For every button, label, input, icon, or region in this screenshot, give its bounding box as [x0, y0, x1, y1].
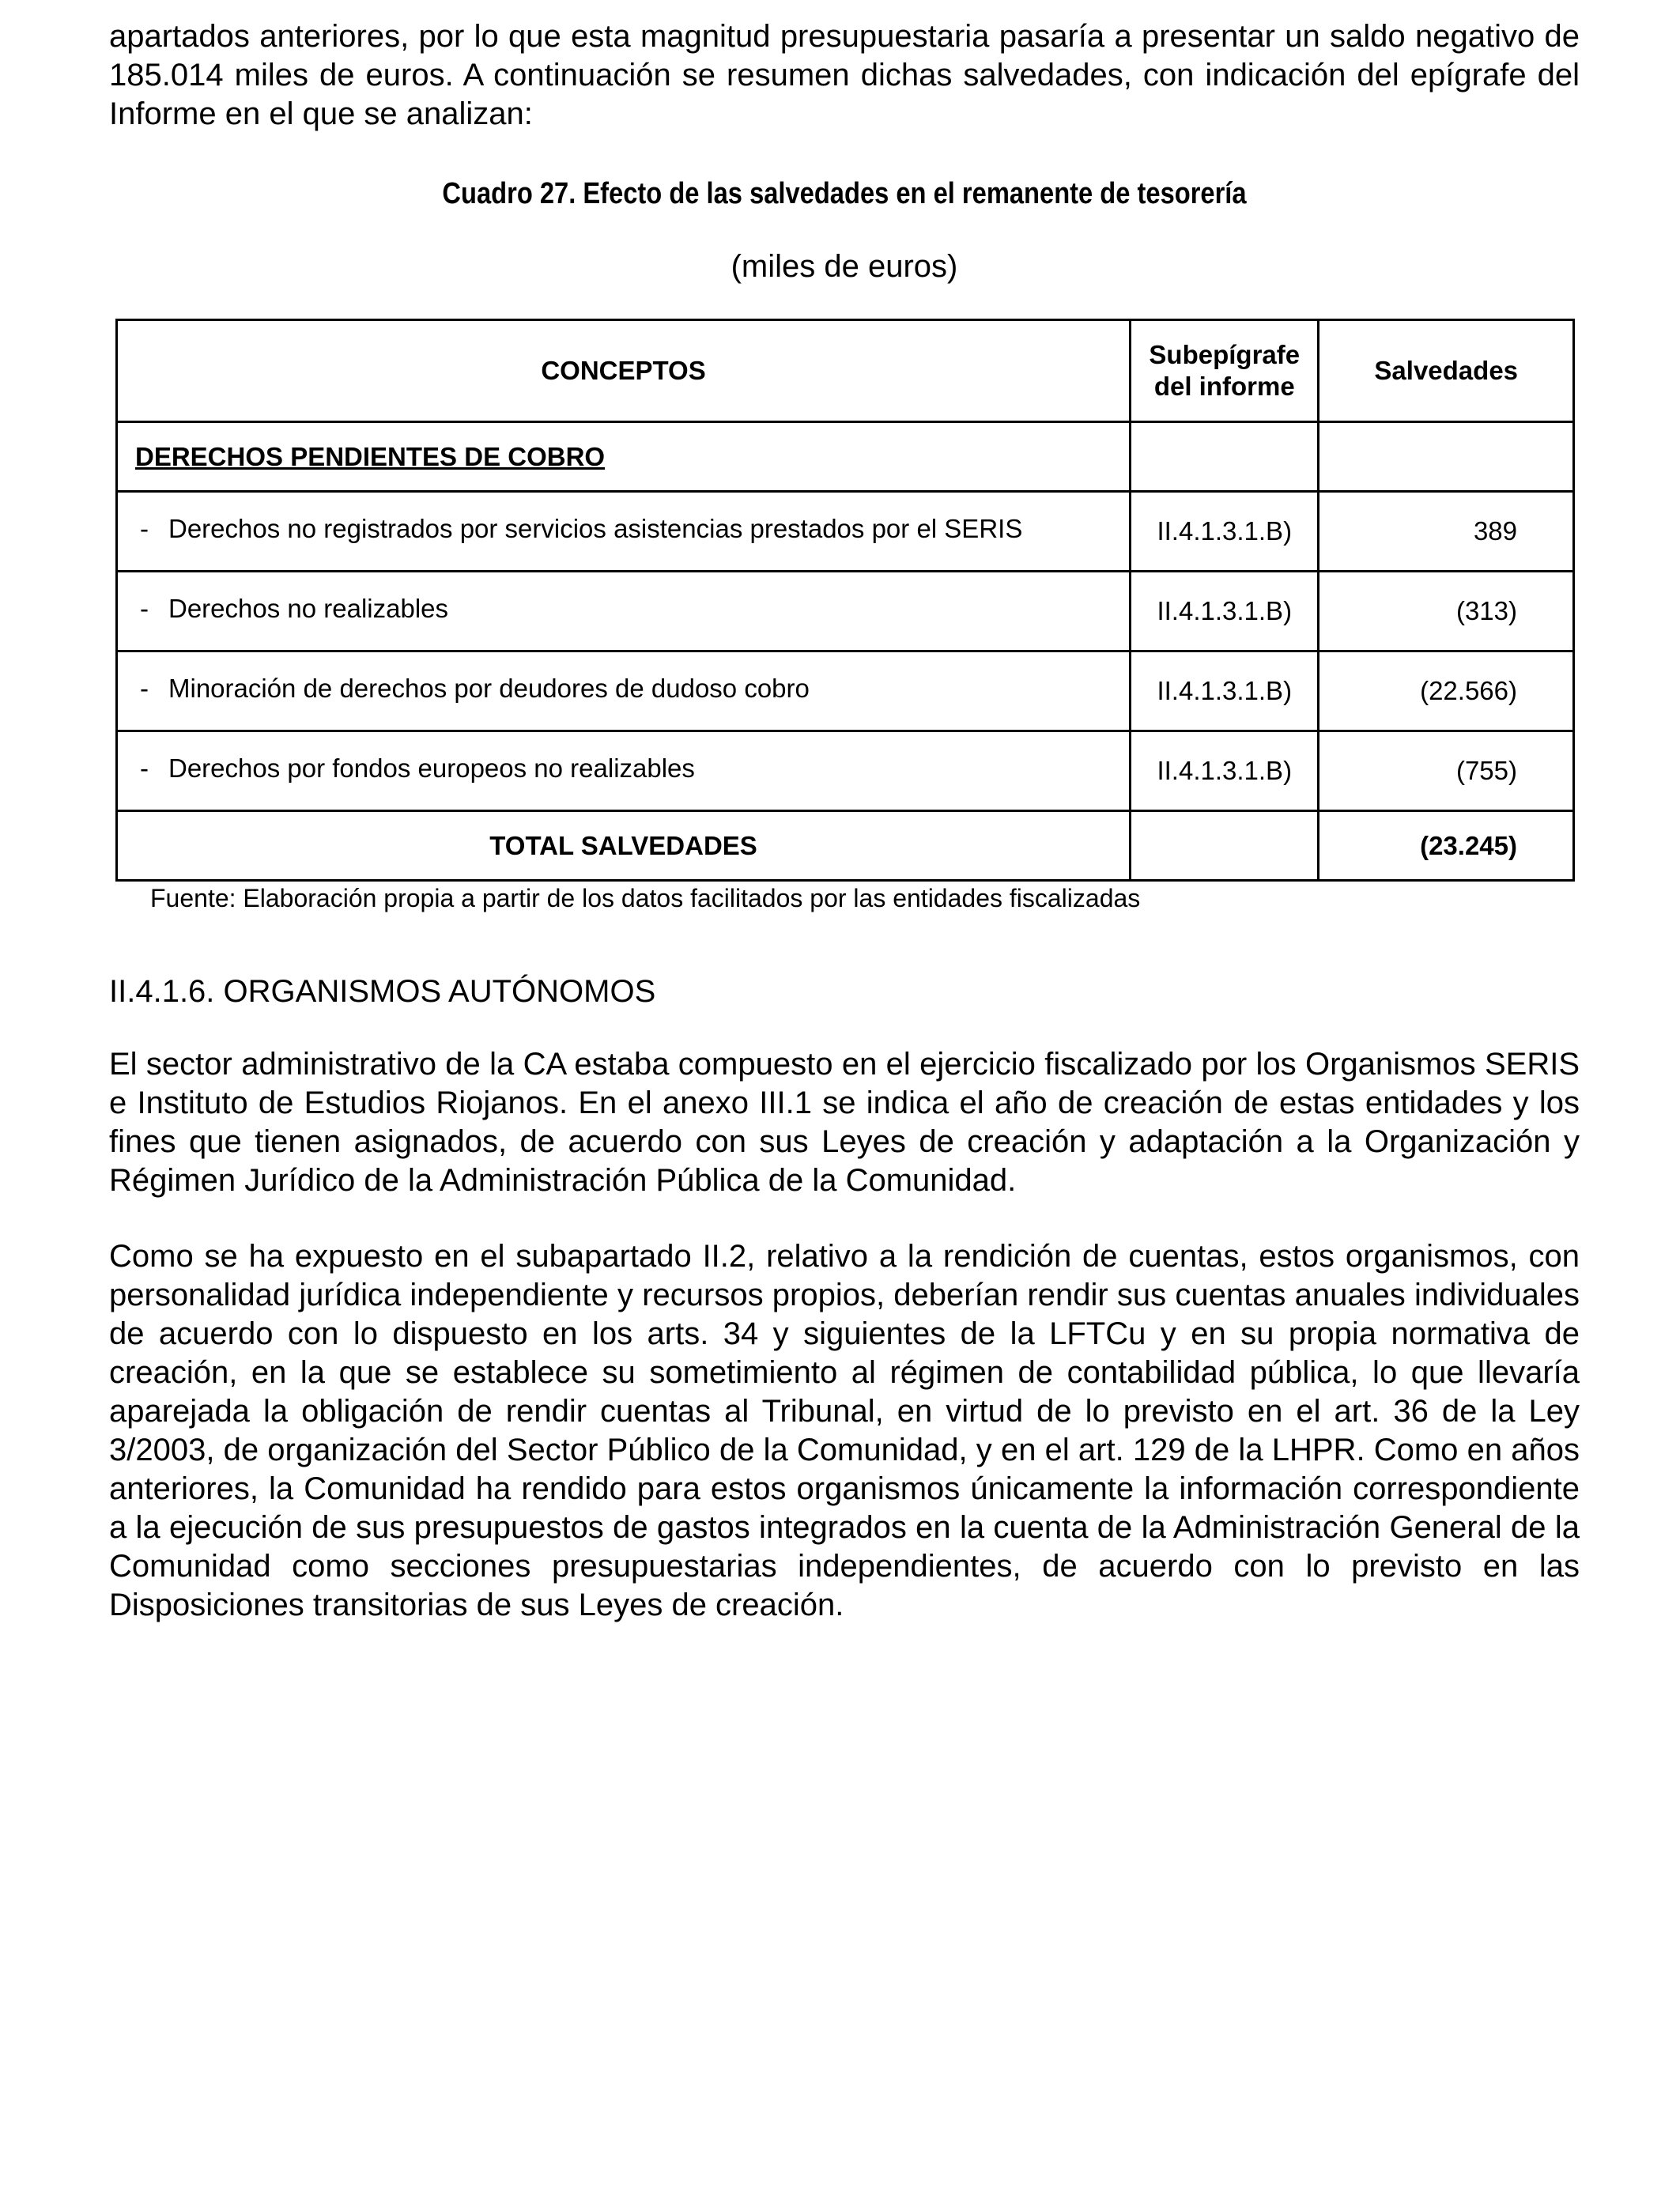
row-value: 389: [1319, 492, 1574, 572]
row-concept: [117, 731, 1131, 811]
row-value: (313): [1319, 572, 1574, 651]
section-heading: II.4.1.6. ORGANISMOS AUTÓNOMOS: [109, 974, 656, 1009]
salvedades-table: [115, 319, 1575, 882]
row-dash: -: [140, 514, 149, 543]
row-value: (22.566): [1319, 651, 1574, 731]
row-value: (755): [1319, 731, 1574, 811]
section-row: [117, 422, 1574, 492]
table-row: [117, 731, 1574, 811]
table-title: Cuadro 27. Efecto de las salvedades en el remanente de tesorería: [442, 177, 1247, 210]
table-row: [117, 492, 1574, 572]
total-value: (23.245): [1319, 811, 1574, 881]
row-concept-text: Derechos por fondos europeos no realizables: [168, 753, 695, 783]
total-row: [117, 811, 1574, 881]
row-dash: -: [140, 753, 149, 783]
row-concept: [117, 572, 1131, 651]
table-row: [117, 651, 1574, 731]
table-header-row: [117, 320, 1574, 422]
header-subepigrafe: [1131, 320, 1319, 422]
row-concept-text: Minoración de derechos por deudores de dudoso cobro: [168, 674, 810, 703]
header-conceptos: CONCEPTOS: [117, 320, 1131, 422]
intro-paragraph: apartados anteriores, por lo que esta magnitud presupuestaria pasaría a presentar un saldo negativo de 185.014 miles de euros. A continuación se resumen dichas salvedades, con indicación del epígrafe del Informe en el que se analizan:: [109, 19, 1580, 131]
row-ref: II.4.1.3.1.B): [1131, 651, 1319, 731]
row-dash: -: [140, 674, 149, 703]
row-dash: -: [140, 594, 149, 623]
row-ref: II.4.1.3.1.B): [1131, 572, 1319, 651]
header-subepigrafe-line2: del informe: [1153, 372, 1295, 401]
paragraph-organismos: El sector administrativo de la CA estaba compuesto en el ejercicio fiscalizado por los Organismos SERIS e Instituto de Estudios Riojanos. En el anexo III.1 se indica el año de creación de estas entidades y los fines que tienen asignados, de acuerdo con sus Leyes de creación y adaptación a la Organización y Régimen Jurídico de la Administración Pública de la Comunidad.: [109, 1047, 1580, 1198]
header-salvedades: Salvedades: [1319, 320, 1574, 422]
total-label: TOTAL SALVEDADES: [117, 811, 1131, 881]
table-row: [117, 572, 1574, 651]
section-empty-ref: [1131, 422, 1319, 492]
section-label: DERECHOS PENDIENTES DE COBRO: [117, 422, 1131, 492]
row-concept-text: Derechos no realizables: [168, 594, 449, 623]
row-ref: II.4.1.3.1.B): [1131, 731, 1319, 811]
row-concept: [117, 492, 1131, 572]
row-ref: II.4.1.3.1.B): [1131, 492, 1319, 572]
table-source: Fuente: Elaboración propia a partir de los datos facilitados por las entidades fiscalizadas: [150, 884, 1141, 912]
section-empty-value: [1319, 422, 1574, 492]
row-concept: [117, 651, 1131, 731]
paragraph-rendicion: Como se ha expuesto en el subapartado II.2, relativo a la rendición de cuentas, estos organismos, con personalidad jurídica independiente y recursos propios, deberían rendir sus cuentas anuales individuales de acuerdo con lo dispuesto en los arts. 34 y siguientes de la LFTCu y en su propia normativa de creación, en la que se establece su sometimiento al régimen de contabilidad pública, lo que llevaría aparejada la obligación de rendir cuentas al Tribunal, en virtud de lo previsto en el art. 36 de la Ley 3/2003, de organización del Sector Público de la Comunidad, y en el art. 129 de la LHPR. Como en años anteriores, la Comunidad ha rendido para estos organismos únicamente la información correspondiente a la ejecución de sus presupuestos de gastos integrados en la cuenta de la Administración General de la Comunidad como secciones presupuestarias independientes, de acuerdo con lo previsto en las Disposiciones transitorias de sus Leyes de creación.: [109, 1239, 1580, 1622]
header-subepigrafe-line1: Subepígrafe: [1149, 340, 1301, 369]
row-concept-text: Derechos no registrados por servicios asistencias prestados por el SERIS: [168, 514, 1023, 543]
total-empty-ref: [1131, 811, 1319, 881]
table-unit: (miles de euros): [731, 249, 958, 284]
